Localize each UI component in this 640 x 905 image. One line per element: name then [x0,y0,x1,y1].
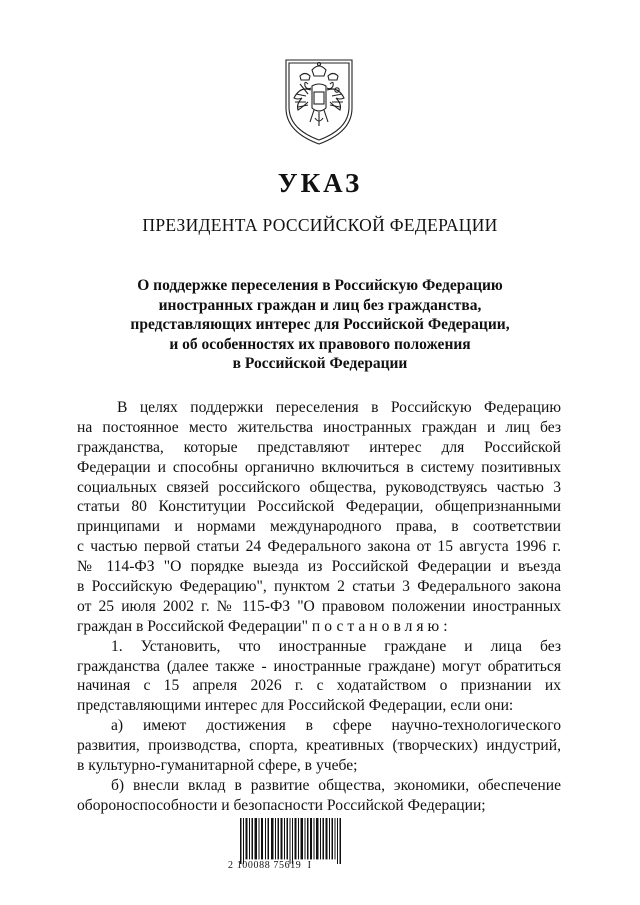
item-1-line: 1. Установить, что иностранные граждане и лица без [111,637,561,655]
heading-line: в Российской Федерации [232,355,408,372]
body-line: с частью первой статьи 24 Федерального закона от 15 августа 1996 г. [77,538,561,556]
body-line: от 25 июля 2002 г. № 115-ФЗ "О правовом положении иностранных [77,597,561,615]
item-1-line: представляющими интерес для Российской Федерации, если они: [77,697,514,715]
item-a-line: а) имеют достижения в сфере научно-технологического [111,717,561,735]
heading-line: О поддержке переселения в Российскую Федерацию [137,277,503,294]
heading-line: иностранных граждан и лиц без гражданства, [158,296,482,314]
item-a-line: развития, производства, спорта, креативных (творческих) индустрий, [77,737,561,755]
barcode-number [228,860,378,871]
body-line: на постоянное место жительства иностранных граждан и лиц без [77,418,561,436]
barcode-suffix: I [307,860,312,871]
barcode-icon [240,818,342,864]
body-line: социальных связей российского общества, руководствуясь частью 3 [77,478,561,496]
decree-heading [60,276,580,374]
body-line: Федерации и способны органично включиться в систему позитивных [77,458,561,476]
body-line [77,617,561,637]
body-line: № 114-ФЗ "О порядке выезда из Российской Федерации и въезда [77,558,561,576]
decree-body [77,398,561,816]
item-b-line: б) внесли вклад в развитие общества, экономики, обеспечение [111,776,561,794]
item-1-line: начиная с 15 апреля 2026 г. с ходатайством о признании их [77,677,561,695]
item-1-line: гражданства (далее также - иностранные граждане) могут обратиться [77,657,561,675]
barcode-digits: 2 100088 75619 [228,860,302,871]
body-line: в Российскую Федерацию", пунктом 2 статьи 3 Федерального закона [77,578,561,596]
item-a-line: в культурно-гуманитарной сфере, в учебе; [77,757,358,775]
body-line: принципами и нормами международного права, в соответствии [77,518,561,536]
body-line-text: граждан в Российской Федерации" [77,617,309,635]
body-line: гражданства, которые представляют интерес для Российской [77,438,561,456]
heading-line: представляющих интерес для Российской Федерации, [130,316,510,333]
state-emblem-icon [278,50,360,146]
resolve-word: постановляю: [311,617,452,635]
document-subtitle: ПРЕЗИДЕНТА РОССИЙСКОЙ ФЕДЕРАЦИИ [142,215,498,235]
item-b-line: обороноспособности и безопасности Российской Федерации; [77,796,486,814]
document-title: УКАЗ [277,168,363,198]
body-line: статьи 80 Конституции Российской Федерации, общепризнанными [77,498,561,516]
body-line: В целях поддержки переселения в Российскую Федерацию [117,399,561,416]
heading-line: и об особенностях их правового положения [169,335,471,353]
